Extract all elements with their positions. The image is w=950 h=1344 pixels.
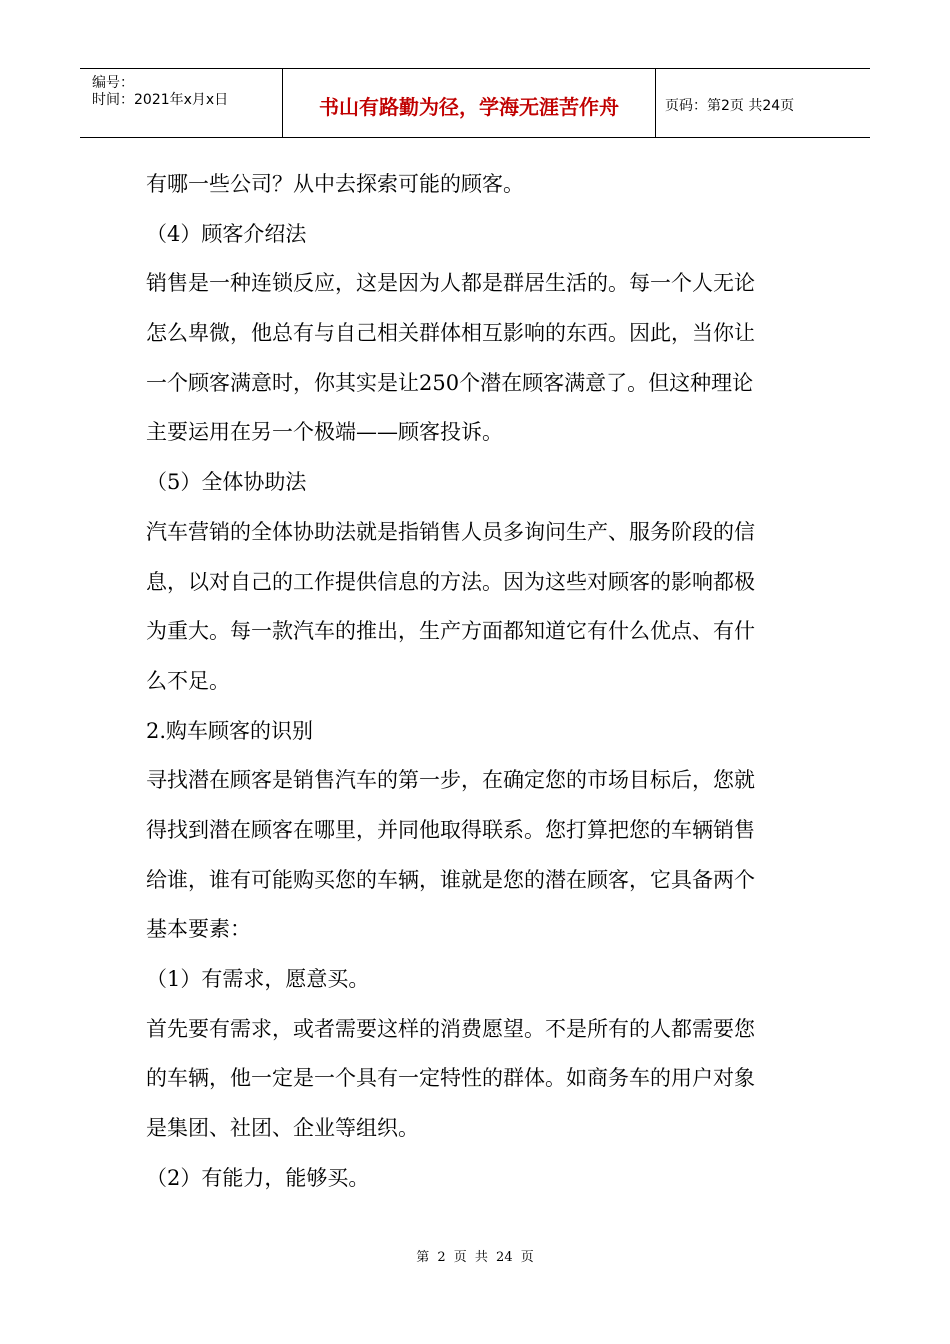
body-line: 销售是一种连锁反应，这是因为人都是群居生活的。每一个人无论 [146,271,755,296]
document-date-label: 时间：2021年x月x日 [92,92,229,108]
body-line: 怎么卑微，他总有与自己相关群体相互影响的东西。因此，当你让 [146,321,755,346]
body-line: 寻找潜在顾客是销售汽车的第一步，在确定您的市场目标后，您就 [146,768,755,793]
document-id-label: 编号： [92,75,134,91]
body-line: 为重大。每一款汽车的推出，生产方面都知道它有什么优点、有什 [146,619,755,644]
body-line: 主要运用在另一个极端——顾客投诉。 [146,420,503,445]
document-body [146,160,806,1203]
document-header [80,68,870,138]
body-line: 的车辆，他一定是一个具有一定特性的群体。如商务车的用户对象 [146,1066,755,1091]
body-line: 是集团、社团、企业等组织。 [146,1116,419,1141]
header-motto-cell [282,69,656,137]
body-line: 基本要素： [146,917,251,942]
body-line: 首先要有需求，或者需要这样的消费愿望。不是所有的人都需要您 [146,1016,755,1041]
body-line: （2）有能力，能够买。 [146,1165,370,1190]
header-info-cell [80,69,282,137]
body-line: 息，以对自己的工作提供信息的方法。因为这些对顾客的影响都极 [146,569,755,594]
body-line: 给谁，谁有可能购买您的车辆，谁就是您的潜在顾客，它具备两个 [146,867,755,892]
header-page-cell [655,69,870,137]
body-line: （5）全体协助法 [146,470,307,495]
body-line: 得找到潜在顾客在哪里，并同他取得联系。您打算把您的车辆销售 [146,817,755,842]
body-line: （1）有需求，愿意买。 [146,967,370,991]
header-motto: 书山有路勤为径，学海无涯苦作舟 [319,95,619,119]
body-line: （4）顾客介绍法 [146,221,307,246]
header-page-number: 页码：第2页 共24页 [665,98,795,114]
body-line: 么不足。 [146,668,230,693]
body-line: 汽车营销的全体协助法就是指销售人员多询问生产、服务阶段的信 [146,519,755,544]
body-line: 有哪一些公司？从中去探索可能的顾客。 [146,172,524,196]
page-footer: 第 2 页 共 24 页 [416,1250,534,1265]
body-line: 2.购车顾客的识别 [146,718,314,743]
body-line: 一个顾客满意时，你其实是让250个潜在顾客满意了。但这种理论 [146,370,754,395]
